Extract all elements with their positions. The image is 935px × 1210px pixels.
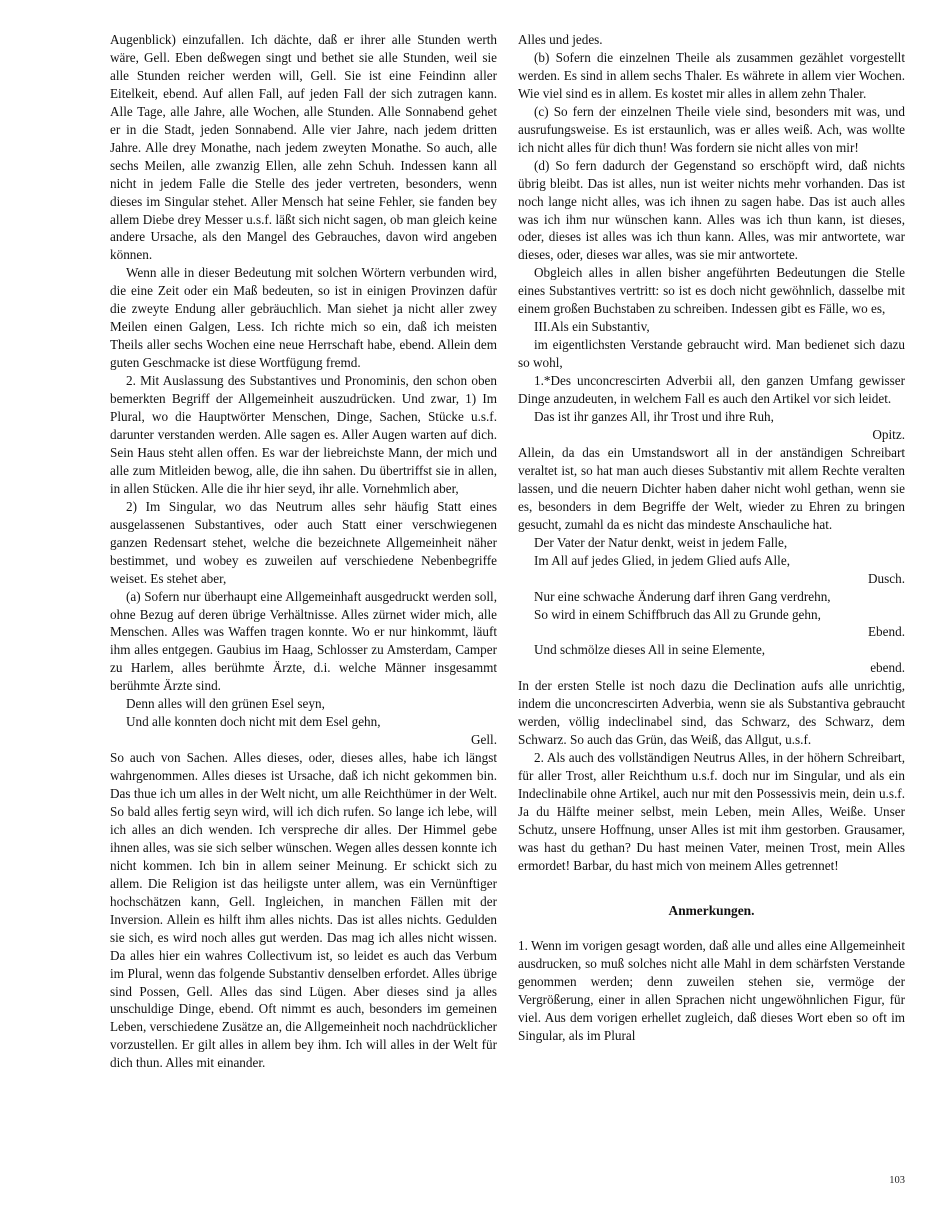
paragraph: Obgleich alles in allen bisher angeführten Bedeutungen die Stelle eines Substantives vertritt: so ist es doch nicht gewöhnlich, dasselbe mit einem großen Buchstaben zu schreiben. Indessen gibt es Fälle, wo es, (518, 265, 905, 317)
paragraph: (c) So fern der einzelnen Theile viele sind, besonders mit was, und ausrufungsweise. Es ist erstaunlich, was er alles weiß. Ach, was wollte ich nicht alles für dich thun! Was fordern sie nicht alles von mir! (518, 103, 905, 155)
verse-line: Der Vater der Natur denkt, weist in jedem Falle, (534, 534, 788, 550)
paragraph: 2. Mit Auslassung des Substantives und Pronominis, den schon oben bemerkten Begriff der Allgemeinheit auszudrücken. Und zwar, 1) Im Plural, wo die Hauptwörter Menschen, Dinge, Sachen, Stücke u.s.f. darunter verstanden werden. Alle sagen es. Aller Augen warten auf dich. Sein Haus steht allen offen. Es war der liebreichste Mann, der mich und alle zum Mitleiden bewog, alle, die ihn sahen. Du übertriffst sie in allen, in allen Stücken. Alle die ihr hier seyd, ihr alle. Vornehmlich aber, (110, 373, 497, 496)
paragraph: 2. Als auch des vollständigen Neutrus Alles, in der höhern Schreibart, für aller Trost, aller Reichthum u.s.f. doch nur im Singular, und als ein Indeclinabile ohne Artikel, auch nur mit den Possessivis mein, dein u.s.f. Ja du Hälfte meiner selbst, mein Leben, mein Alles, Weiße. Unser Schutz, unsere Hoffnung, unser Alles ist mit ihm gestorben. Grausamer, was hast du gethan? Du hast meinen Vater, meinen Trost, mein Alles ermordet! Barbar, du hast mich von meinem Alles getrennet! (518, 750, 905, 873)
paragraph: 1.*Des unconcrescirten Adverbii all, den ganzen Umfang gewisser Dinge anzudeuten, in welchem Fall es auch den Artikel vor sich leidet. (518, 373, 905, 407)
verse-line: Das ist ihr ganzes All, ihr Trost und ihre Ruh, (534, 409, 774, 425)
verse-line: Im All auf jedes Glied, in jedem Glied aufs Alle, (534, 552, 790, 568)
paragraph: Allein, da das ein Umstandswort all in der anständigen Schreibart veraltet ist, so hat man auch dieses Substantiv mit allem Rechte veralten lassen, und die neuern Dichter haben daher nicht wohl gethan, wenn sie es, besonders in dem Begriffe der Welt, wieder zu Ehren zu bringen gesucht, zumahl da es nicht das mindeste Anschauliche hat. (518, 444, 905, 532)
paragraph: im eigentlichsten Verstande gebraucht wird. Man bedienet sich dazu so wohl, (518, 337, 905, 371)
paragraph: So auch von Sachen. Alles dieses, oder, dieses alles, habe ich längst wahrgenommen. Alles dieses ist Ursache, daß ich nicht gekommen bin. Das thue ich um alles in der Welt nicht, um alle Reichthümer in der Welt. So bald alles fertig seyn wird, will ich dich rufen. So lange ich lebe, will ich alles an dich wenden. Ich verspreche dir alles. Der Himmel gebe ihnen alles, was sie sich selber wünschen. Wegen alles dessen konnte ich nicht kommen. Ich bin in allem seiner Meinung. Er schickt sich zu allem. Die Religion ist das heiligste unter allem, was ein Vernünftiger hochschätzen kann, Gell. Ingleichen, in manchen Fällen mit der Inversion. Allein es hilft ihm alles nichts. Das ist alles nichts. Gedulden sie sich, es wird noch alles gut werden. Das mag ich alles nicht wissen. Da alles hier ein wahres Collectivum ist, so leidet es auch das Verbum im Plural, wenn das folgende Substantiv denselben erfordet. Alles übrige sind Possen, Gell. Alles das sind Lügen. Aber dieses sind ja alles unschuldige Dinge, ebend. Oft nimmt es auch, besonders im gemeinen Leben, verschiedene Zusätze an, die Allgemeinheit noch nachdrücklicher vorzustellen. Er gilt alles in allem bey ihm. Ich will alles in der Welt für dich thun. Alles mit einander. (110, 750, 497, 1071)
right-column (518, 31, 905, 1044)
left-column (110, 31, 497, 1072)
verse-line: Und alle konnten doch nicht mit dem Esel gehn, (126, 714, 381, 730)
section-heading: Anmerkungen. (668, 902, 755, 918)
paragraph: 1. Wenn im vorigen gesagt worden, daß alle und alles eine Allgemeinheit ausdrucken, so muß solches nicht alle Mahl in dem schärfsten Verstande genommen werden; denn zuweilen stehen sie, vermöge der Vergrößerung, einer in allen Sprachen nicht ungewöhnlichen Figur, für viel. Aus dem vorigen erhellet zugleich, daß dieses Wort eben so oft im Singular, als im Plural (518, 937, 905, 1043)
quote-source: ebend. (870, 660, 905, 676)
paragraph: (b) Sofern die einzelnen Theile als zusammen gezählet vorgestellt werden. Es sind in allem sechs Thaler. Es währete in allem vier Wochen. Wie viel sind es in allem. Es kostet mir alles in allem zehn Thaler. (518, 49, 905, 101)
section-heading-line: III.Als ein Substantiv, (534, 319, 650, 335)
paragraph: Wenn alle in dieser Bedeutung mit solchen Wörtern verbunden wird, die eine Zeit oder ein Maß bedeuten, so ist in einigen Provinzen dafür die zweyte Endung aller gebräuchlich. Man siehet ja nicht aller zwey Meilen einen Galgen, Less. Ich richte mich so ein, daß ich meisten Theils aller sechs Wochen eine neue Herrschaft habe, ebend. Allein dem guten Geschmacke ist diese Wortfügung fremd. (110, 265, 497, 371)
paragraph: Alles und jedes. (518, 32, 603, 47)
paragraph: In der ersten Stelle ist noch dazu die Declination aufs alle unrichtig, indem die unconcrescirten Adverbia, wenn sie als Substantiva gebraucht werden, völlig indeclinabel sind, das Schwarz, des Schwarz, dem Schwarz. So auch das Grün, das Weiß, das Allgut, u.s.f. (518, 678, 905, 748)
quote-source: Dusch. (868, 570, 905, 586)
verse-line: Denn alles will den grünen Esel seyn, (126, 696, 325, 712)
quote-source: Ebend. (868, 624, 905, 640)
paragraph: (d) So fern dadurch der Gegenstand so erschöpft wird, daß nichts übrig bleibt. Das ist alles, nun ist weiter nichts mehr vorhanden. Das ist noch lange nicht alles, was ich ihnen zu sagen habe. Das ist auch alles was ich ihm nur wünschen kann. Alles was ich thun kann, ist dieses, oder, dieses ist alles was ich thun kann. Alles, was mir antwortete, war dieses, oder, dieses war alles, was sie mir antwortete. (518, 157, 905, 263)
quote-source: Gell. (470, 732, 497, 748)
verse-line: So wird in einem Schiffbruch das All zu Grunde gehn, (534, 606, 821, 622)
paragraph: (a) Sofern nur überhaupt eine Allgemeinhaft ausgedruckt werden soll, ohne Bezug auf deren übrige Verhältnisse. Alles zürnet wider mich, alle Menschen. Alles was Waffen tragen konnte. Wo er nur hinkommt, läuft ihm alles entgegen. Gaubius im Haag, Schlosser zu Amsterdam, Camper zu Harlem, alles berühmte Ärzte, d.i. welche Männer insgesammt berühmte Ärzte sind. (110, 588, 497, 694)
paragraph: 2) Im Singular, wo das Neutrum alles sehr häufig Statt eines ausgelassenen Substantives, oder auch Statt einer verschwiegenen ganzen Redensart stehet, welche die bezeichnete Allgemeinheit näher bestimmet, und wobey es zuweilen auf verschiedene Nebenbegriffe weiset. Es stehet aber, (110, 498, 497, 586)
verse-line: Nur eine schwache Änderung darf ihren Gang verdrehn, (534, 588, 831, 604)
paragraph: Augenblick) einzufallen. Ich dächte, daß er ihrer alle Stunden werth wäre, Gell. Eben deßwegen singt und bethet sie alle Stunden, weil sie alle Stunden reicher werden will, Gell. Sie ist eine Feindinn aller Eitelkeit, ebend. Auf allen Fall, auf jeden Fall der sich zutragen kann. Alle Tage, alle Jahre, alle Wochen, alle Stunden. Alle Sonnabend gehet er in die Stadt, jeden Sonnabend. Alle vier Jahre, nach jedem dritten Jahre. Alle drey Monathe, nach jedem zweyten Monathe. So auch, alle sechs Meilen, alle zwanzig Ellen, alle zehn Schuh. Indessen kann all nicht in jedem Falle die Stelle des jeder vertreten, besonders, wenn dieses im Singular stehet. Aller Mensch hat seine Fehler, sie fanden bey allem Diebe drey Messer u.s.f. läßt sich nicht sagen, ob man gleich keine andere Ursache, als den Mangel des Gebrauches, davon wird angeben können. (110, 32, 497, 263)
verse-line: Und schmölze dieses All in seine Elemente, (534, 642, 766, 658)
quote-source: Opitz. (872, 426, 905, 442)
page-number: 103 (889, 1175, 905, 1186)
